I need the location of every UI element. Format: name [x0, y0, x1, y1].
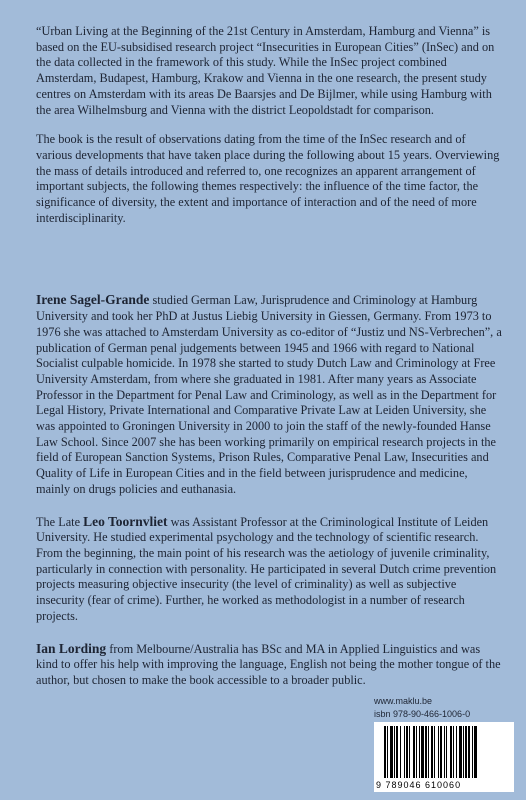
isbn-number: isbn 978-90-466-1006-0: [374, 709, 471, 719]
author-name-toornvliet: Leo Toornvliet: [83, 513, 168, 529]
author-bio-text-sagel-grande: studied German Law, Jurisprudence and Criminology at Hamburg University and took her PhD at Justus Liebig University in Giessen, Germany. From 1973 to 1976 she was attached to Amsterdam University as co-editor of “Justiz und NS-Verbrechen”, a publication of German penal judgements between 1945 and 1966 with regard to National Socialist culpable homicide. In 1978 she started to study Dutch Law and Criminology at Free University Amsterdam, from where she graduated in 1981. After many years as Associate Professor in the Department for Penal Law and Criminology, as well as in the Department for Legal History, Private International and Comparative Private Law at Leiden University, she was appointed to Groningen University in 2000 to join the staff of the newly-founded Hanse Law School. Since 2007 she has been working primarily on empirical research projects in the field of European Sanction Systems, Prison Rules, Comparative Penal Law, Insecurities and Quality of Life in European Cities and in the field between jurisprudence and medicine, mainly on drugs policies and euthanasia.: [36, 293, 502, 496]
author-bio-text-lording: from Melbourne/Australia has BSc and MA in Applied Linguistics and was kind to offer his help with improving the language, English not being the mother tongue of the author, but chosen to make the book accessible to a broader public.: [36, 641, 501, 687]
author-name-lording: Ian Lording: [36, 640, 107, 656]
back-cover-text: [36, 24, 502, 689]
author-bio-lording: [36, 641, 502, 689]
publisher-info: [374, 695, 470, 721]
isbn-barcode: [374, 722, 514, 792]
barcode-digits: 9 789046 610060: [376, 780, 462, 790]
description-paragraph-1: “Urban Living at the Beginning of the 21st Century in Amsterdam, Hamburg and Vienna” is based on the EU-subsidised research project “Insecurities in European Cities” (InSec) and on the data collected in the framework of this study. While the InSec project combined Amsterdam, Budapest, Hamburg, Krakow and Vienna in the one research, the present study centres on Amsterdam with its areas De Baarsjes and De Bijlmer, while using Hamburg with the area Wilhelmsburg and Vienna with the district Leopoldstadt for comparison.: [36, 24, 495, 117]
publisher-website: www.maklu.be: [374, 696, 433, 706]
barcode-bars: [384, 726, 504, 778]
author-bio-text-toornvliet: was Assistant Professor at the Criminological Institute of Leiden University. He studied experimental psychology and the technology of scientific research. From the beginning, the main point of his research was the aetiology of juvenile criminality, particularly in connection with personality. He participated in several Dutch crime prevention projects measuring objective insecurity (the level of criminality) as well as subjective insecurity (fear of crime). Further, he worked as methodologist in a number of research projects.: [36, 514, 497, 623]
author-bio-sagel-grande: [36, 292, 502, 497]
author-bio-toornvliet: [36, 514, 502, 625]
author-name-sagel-grande: Irene Sagel-Grande: [36, 292, 150, 308]
author-prefix-toornvliet: The Late: [36, 514, 84, 529]
description-paragraph-2: The book is the result of observations dating from the time of the InSec research and of various developments that have taken place during the following about 15 years. Overviewing the mass of details introduced and referred to, one recognizes an apparent arrangement of important subjects, the following themes respectively: the influence of the time factor, the significance of diversity, the extent and importance of interaction and of the need of more interdisciplinarity.: [36, 132, 500, 225]
